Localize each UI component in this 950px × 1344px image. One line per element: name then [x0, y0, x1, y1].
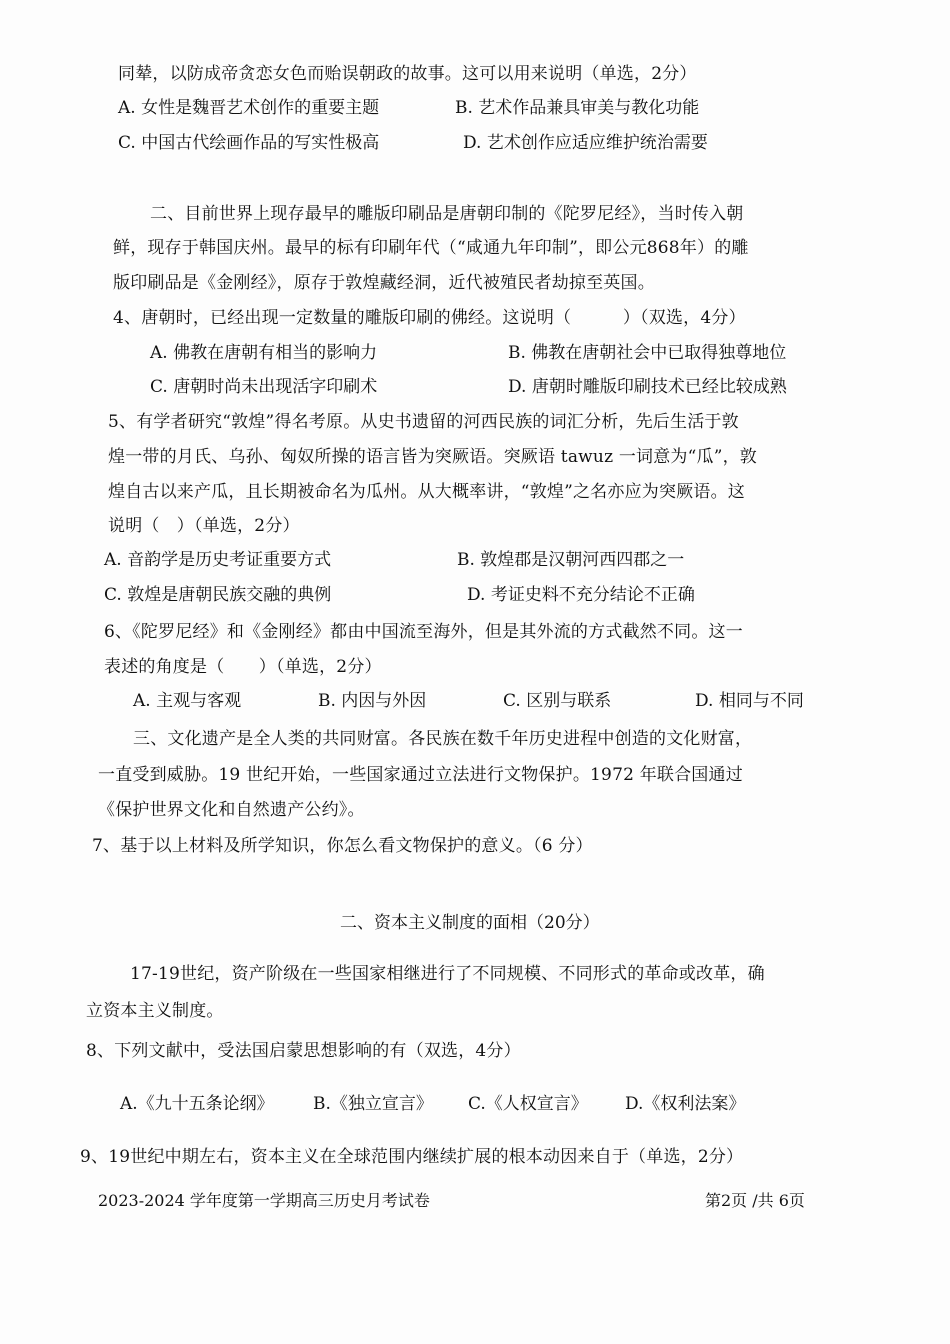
q6-line1: 6、《陀罗尼经》和《金刚经》都由中国流至海外，但是其外流的方式截然不同。这一: [104, 622, 743, 642]
q9-stem: 9、19世纪中期左右，资本主义在全球范围内继续扩展的根本动因来自于（单选，2分）: [80, 1147, 744, 1167]
q6-line2: 表述的角度是（ ）（单选，2分）: [104, 657, 382, 677]
q6-option-c: C. 区别与联系: [503, 691, 612, 711]
q6-option-d: D. 相同与不同: [695, 691, 804, 711]
q3-option-a: A. 女性是魏晋艺术创作的重要主题: [118, 98, 380, 118]
q4-option-a: A. 佛教在唐朝有相当的影响力: [150, 343, 378, 363]
q5-option-c: C. 敦煌是唐朝民族交融的典例: [104, 585, 332, 605]
material3-line2: 一直受到威胁。19 世纪开始，一些国家通过立法进行文物保护。1972 年联合国通过: [98, 765, 743, 785]
section2-intro-line2: 立资本主义制度。: [86, 1001, 224, 1021]
section2-intro-line1: 17-19世纪，资产阶级在一些国家相继进行了不同规模、不同形式的革命或改革，确: [130, 964, 765, 984]
q6-option-b: B. 内因与外因: [318, 691, 427, 711]
material3-line1: 三、文化遗产是全人类的共同财富。各民族在数千年历史进程中创造的文化财富，: [133, 729, 753, 749]
footer-page-info: 第2页 /共 6页: [705, 1191, 805, 1210]
q4-option-d: D. 唐朝时雕版印刷技术已经比较成熟: [508, 377, 787, 397]
q8-option-c: C.《人权宣言》: [468, 1094, 588, 1114]
q4-stem: 4、唐朝时，已经出现一定数量的雕版印刷的佛经。这说明（ ）（双选，4分）: [113, 308, 746, 328]
q5-line2: 煌一带的月氏、乌孙、匈奴所操的语言皆为突厥语。突厥语 tawuz 一词意为“瓜”，敦: [108, 447, 758, 467]
q3-stem-tail: 同辇，以防成帝贪恋女色而贻误朝政的故事。这可以用来说明（单选，2分）: [118, 64, 697, 84]
q5-line3: 煌自古以来产瓜，且长期被命名为瓜州。从大概率讲，“敦煌”之名亦应为突厥语。这: [108, 482, 745, 502]
q5-option-a: A. 音韵学是历史考证重要方式: [104, 550, 332, 570]
material2-line2: 鲜，现存于韩国庆州。最早的标有印刷年代（“咸通九年印制”，即公元868年）的雕: [113, 238, 749, 258]
q4-option-c: C. 唐朝时尚未出现活字印刷术: [150, 377, 378, 397]
material2-line1: 二、目前世界上现存最早的雕版印刷品是唐朝印制的《陀罗尼经》，当时传入朝: [150, 204, 744, 224]
q8-option-d: D.《权利法案》: [625, 1094, 746, 1114]
q6-option-a: A. 主观与客观: [133, 691, 242, 711]
q4-option-b: B. 佛教在唐朝社会中已取得独尊地位: [508, 343, 787, 363]
q3-option-c: C. 中国古代绘画作品的写实性极高: [118, 133, 380, 153]
material3-line3: 《保护世界文化和自然遗产公约》。: [98, 800, 365, 820]
q8-stem: 8、下列文献中，受法国启蒙思想影响的有（双选，4分）: [86, 1041, 521, 1061]
q5-option-d: D. 考证史料不充分结论不正确: [467, 585, 695, 605]
q5-line1: 5、有学者研究“敦煌”得名考原。从史书遗留的河西民族的词汇分析，先后生活于敦: [108, 412, 739, 432]
q3-option-b: B. 艺术作品兼具审美与教化功能: [455, 98, 700, 118]
footer-exam-title: 2023-2024 学年度第一学期高三历史月考试卷: [98, 1191, 430, 1210]
q8-option-b: B.《独立宣言》: [313, 1094, 433, 1114]
section2-title: 二、资本主义制度的面相（20分）: [340, 913, 600, 933]
q7-stem: 7、基于以上材料及所学知识，你怎么看文物保护的意义。（6 分）: [92, 836, 593, 856]
material2-line3: 版印刷品是《金刚经》，原存于敦煌藏经洞，近代被殖民者劫掠至英国。: [113, 273, 655, 293]
q5-line4: 说明（ ）（单选，2分）: [108, 516, 300, 536]
q8-option-a: A.《九十五条论纲》: [120, 1094, 274, 1114]
q5-option-b: B. 敦煌郡是汉朝河西四郡之一: [457, 550, 685, 570]
q3-option-d: D. 艺术创作应适应维护统治需要: [463, 133, 708, 153]
